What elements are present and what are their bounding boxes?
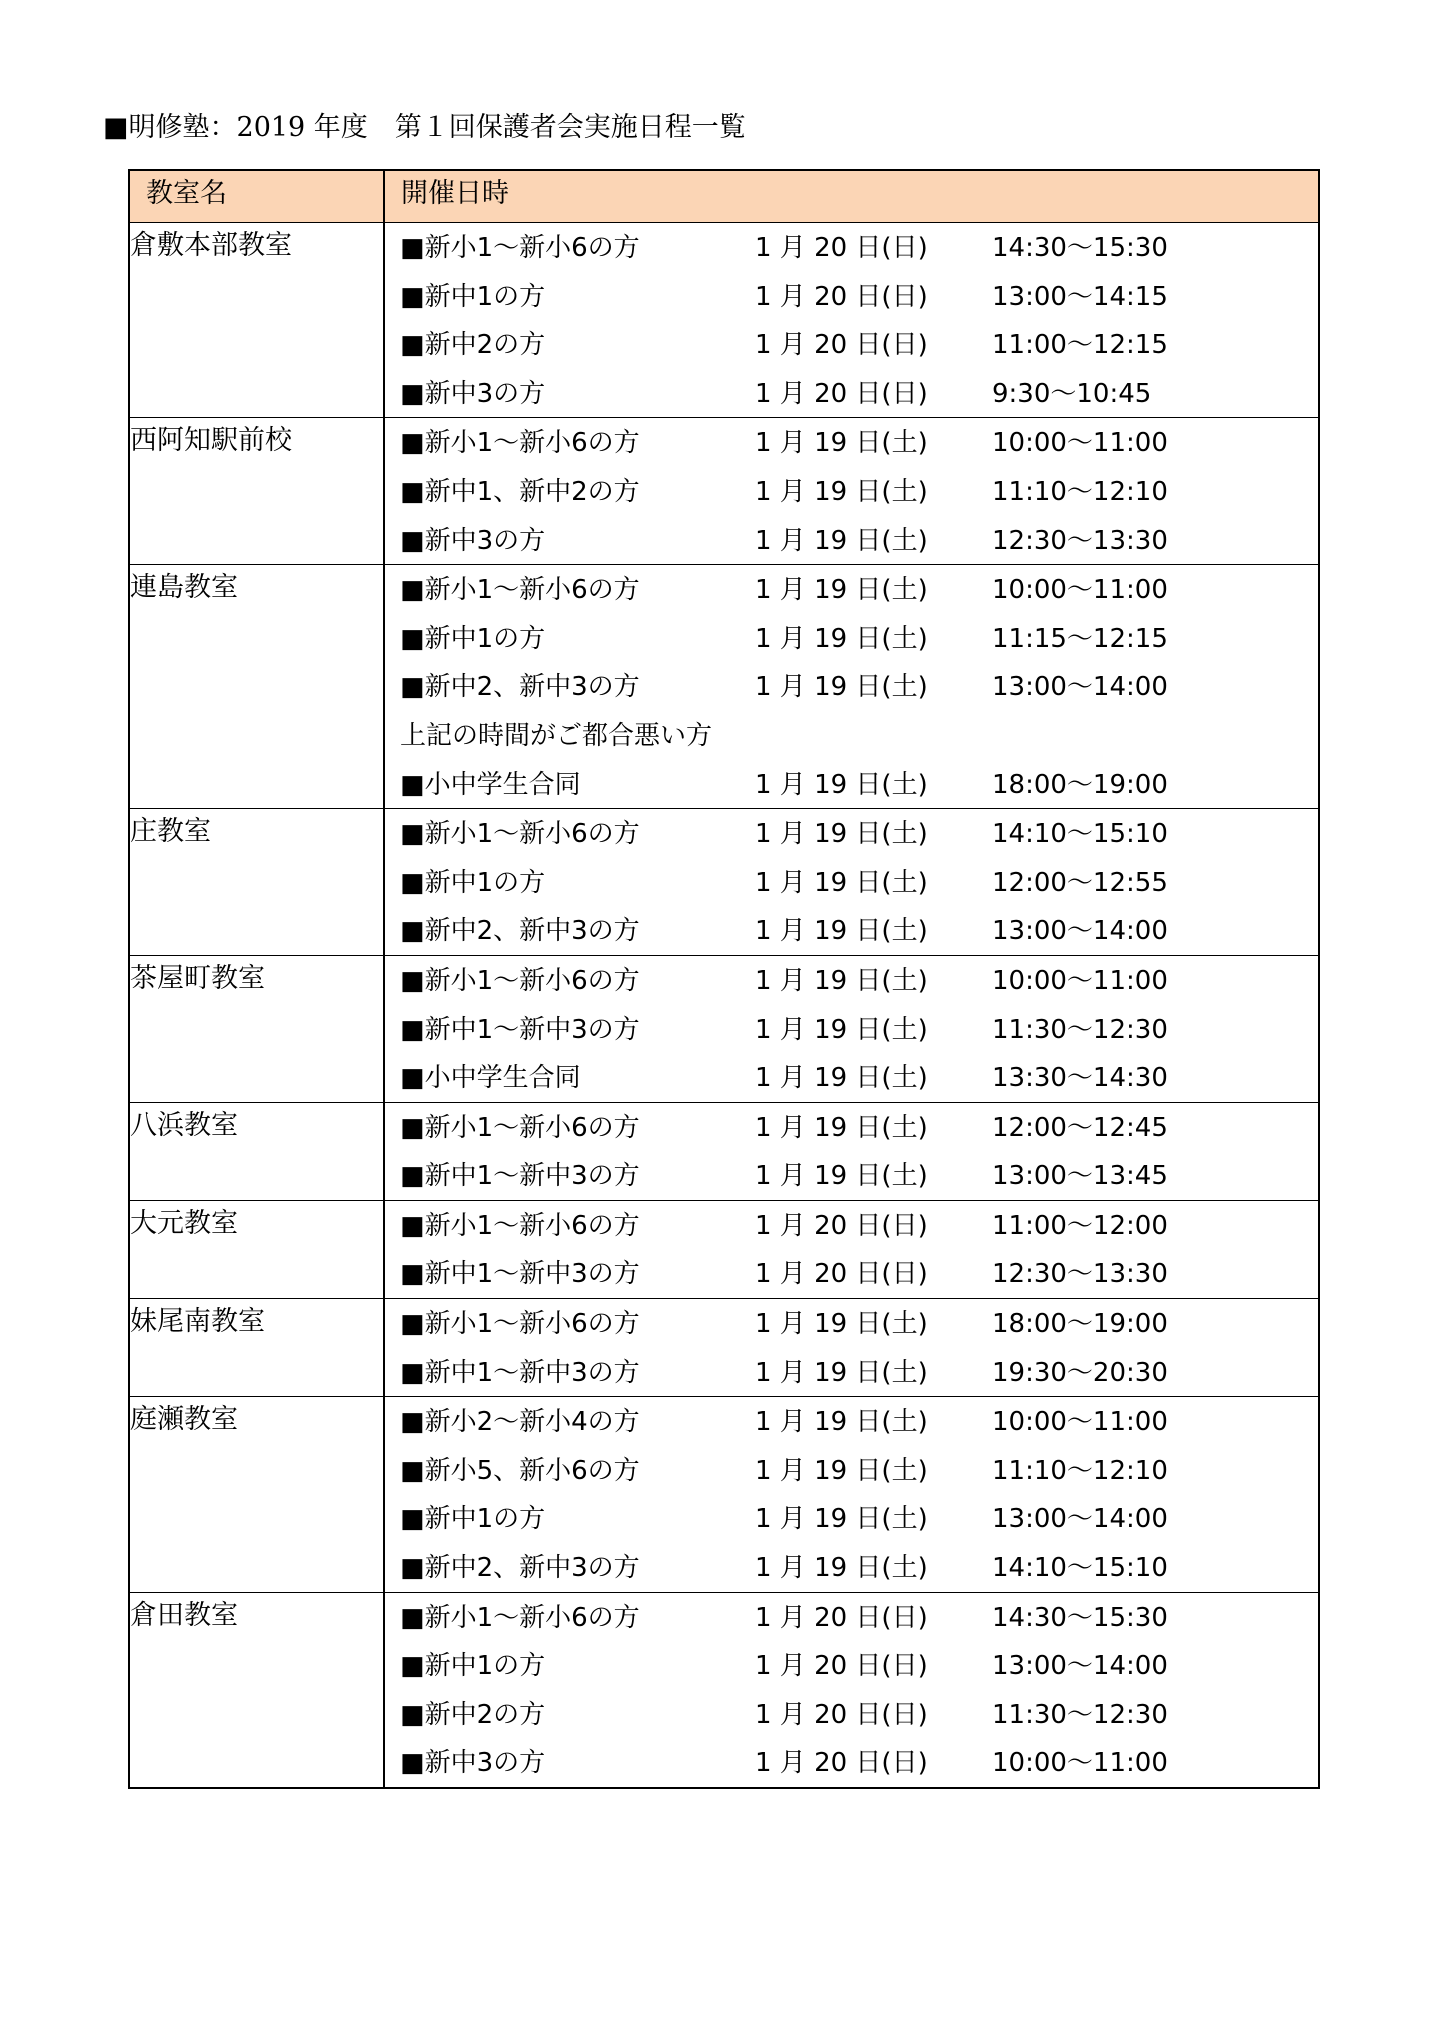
session-time: 9:30～10:45 [992, 378, 1152, 409]
schedule-line [385, 369, 1318, 418]
session-time: 10:00～11:00 [992, 965, 1168, 996]
schedule-line [385, 272, 1318, 321]
schedule-line [385, 760, 1318, 809]
schedule-line [385, 1299, 1318, 1348]
schedule-cell [384, 955, 1319, 1102]
grade-label: ■新中1～新中3の方 [400, 1014, 640, 1045]
schedule-cell [384, 809, 1319, 956]
schedule-line [385, 418, 1318, 467]
session-date: 1 月 20 日(日) [755, 1259, 928, 1290]
schedule-line [385, 1348, 1318, 1397]
session-date: 1 月 20 日(日) [755, 281, 928, 312]
schedule-line [385, 614, 1318, 663]
schedule-cell [384, 418, 1319, 565]
session-time: 12:00～12:55 [992, 867, 1168, 898]
session-date: 1 月 19 日(土) [755, 1014, 928, 1045]
room-name: 茶屋町教室 [129, 955, 384, 1102]
schedule-line [385, 1103, 1318, 1152]
grade-label: ■新小1～新小6の方 [400, 575, 640, 606]
table-row [129, 809, 1319, 956]
room-name: 連島教室 [129, 565, 384, 809]
session-date: 1 月 20 日(日) [755, 233, 928, 263]
schedule-line [385, 906, 1318, 955]
session-date: 1 月 19 日(土) [755, 623, 928, 654]
schedule-line [385, 1151, 1318, 1200]
session-date: 1 月 19 日(土) [755, 867, 928, 898]
schedule-cell [384, 1592, 1319, 1788]
room-name: 妹尾南教室 [129, 1299, 384, 1397]
table-row [129, 418, 1319, 565]
session-date: 1 月 19 日(土) [755, 1455, 928, 1486]
session-time: 13:00～14:00 [992, 672, 1168, 703]
session-date: 1 月 20 日(日) [755, 1699, 928, 1730]
session-time: 13:30～14:30 [992, 1063, 1168, 1094]
grade-label: ■新小1～新小6の方 [400, 1210, 640, 1241]
room-name: 西阿知駅前校 [129, 418, 384, 565]
schedule-table [128, 169, 1320, 1789]
schedule-line [385, 1690, 1318, 1739]
table-row [129, 1200, 1319, 1298]
session-time: 14:10～15:10 [992, 819, 1168, 850]
session-date: 1 月 19 日(土) [755, 916, 928, 947]
session-time: 13:00～14:00 [992, 916, 1168, 947]
grade-label: ■新中3の方 [400, 378, 546, 409]
schedule-line [385, 1641, 1318, 1690]
session-time: 13:00～14:00 [992, 1504, 1168, 1535]
session-date: 1 月 19 日(土) [755, 1161, 928, 1192]
table-row [129, 565, 1319, 809]
header-room: 教室名 [129, 170, 384, 223]
schedule-line [385, 320, 1318, 369]
schedule-line [385, 711, 1318, 760]
grade-label: ■小中学生合同 [400, 1063, 581, 1094]
grade-label: ■小中学生合同 [400, 769, 581, 800]
schedule-cell [384, 1102, 1319, 1200]
session-date: 1 月 20 日(日) [755, 330, 928, 361]
schedule-line [385, 1201, 1318, 1250]
session-time: 18:00～19:00 [992, 769, 1168, 800]
session-time: 14:30～15:30 [992, 1602, 1168, 1633]
session-date: 1 月 19 日(土) [755, 1407, 928, 1438]
grade-label: ■新中1の方 [400, 1651, 546, 1682]
table-row [129, 1299, 1319, 1397]
room-name: 八浜教室 [129, 1102, 384, 1200]
table-row [129, 955, 1319, 1102]
schedule-line [385, 662, 1318, 711]
session-time: 11:30～12:30 [992, 1014, 1168, 1045]
session-time: 13:00～14:15 [992, 281, 1168, 312]
session-date: 1 月 19 日(土) [755, 1112, 928, 1143]
session-date: 1 月 20 日(日) [755, 1602, 928, 1633]
grade-label: ■新小1～新小6の方 [400, 1112, 640, 1143]
room-name: 倉敷本部教室 [129, 223, 384, 418]
grade-label: ■新中1の方 [400, 623, 546, 654]
table-row [129, 1592, 1319, 1788]
session-time: 11:15～12:15 [992, 623, 1168, 654]
grade-label: ■新中1～新中3の方 [400, 1161, 640, 1192]
session-date: 1 月 19 日(土) [755, 1504, 928, 1535]
grade-label: ■新小1～新小6の方 [400, 1309, 640, 1340]
grade-label: ■新中1～新中3の方 [400, 1357, 640, 1388]
grade-label: ■新中3の方 [400, 1748, 546, 1779]
session-time: 10:00～11:00 [992, 428, 1168, 459]
session-time: 14:10～15:10 [992, 1553, 1168, 1584]
grade-label: ■新中2、新中3の方 [400, 672, 640, 703]
session-date: 1 月 19 日(土) [755, 1063, 928, 1094]
grade-label: ■新中2、新中3の方 [400, 916, 640, 947]
table-row [129, 223, 1319, 418]
session-time: 12:00～12:45 [992, 1112, 1168, 1143]
session-time: 11:10～12:10 [992, 1455, 1168, 1486]
schedule-line [385, 467, 1318, 516]
session-date: 1 月 19 日(土) [755, 525, 928, 556]
session-time: 10:00～11:00 [992, 1748, 1168, 1779]
room-name: 庭瀬教室 [129, 1397, 384, 1592]
session-time: 12:30～13:30 [992, 525, 1168, 556]
grade-label: ■新小1～新小6の方 [400, 1602, 640, 1633]
grade-label: ■新中1の方 [400, 867, 546, 898]
session-time: 10:00～11:00 [992, 575, 1168, 606]
schedule-line [385, 858, 1318, 907]
grade-label: ■新小1～新小6の方 [400, 819, 640, 850]
session-date: 1 月 19 日(土) [755, 672, 928, 703]
grade-label: ■新小1～新小6の方 [400, 233, 640, 263]
schedule-line [385, 223, 1318, 272]
grade-label: ■新小1～新小6の方 [400, 428, 640, 459]
table-row [129, 1102, 1319, 1200]
schedule-cell [384, 1299, 1319, 1397]
schedule-line [385, 1543, 1318, 1592]
session-time: 18:00～19:00 [992, 1309, 1168, 1340]
grade-label: ■新中1、新中2の方 [400, 476, 640, 507]
session-date: 1 月 20 日(日) [755, 378, 928, 409]
session-date: 1 月 20 日(日) [755, 1210, 928, 1241]
session-date: 1 月 19 日(土) [755, 1309, 928, 1340]
schedule-line [385, 1397, 1318, 1446]
grade-label: ■新小2～新小4の方 [400, 1407, 640, 1438]
session-date: 1 月 19 日(土) [755, 1553, 928, 1584]
session-time: 19:30～20:30 [992, 1357, 1168, 1388]
session-time: 11:00～12:00 [992, 1210, 1168, 1241]
schedule-line [385, 1494, 1318, 1543]
page-title: ■明修塾：2019 年度 第１回保護者会実施日程一覧 [103, 112, 746, 143]
session-time: 13:00～13:45 [992, 1161, 1168, 1192]
header-row [129, 170, 1319, 223]
grade-label: ■新中2、新中3の方 [400, 1553, 640, 1584]
schedule-line [385, 1053, 1318, 1102]
session-time: 12:30～13:30 [992, 1259, 1168, 1290]
table-row [129, 1397, 1319, 1592]
schedule-line [385, 1446, 1318, 1495]
session-date: 1 月 20 日(日) [755, 1651, 928, 1682]
grade-label: ■新中3の方 [400, 525, 546, 556]
schedule-line [385, 1005, 1318, 1054]
session-time: 11:30～12:30 [992, 1699, 1168, 1730]
schedule-line [385, 565, 1318, 614]
session-time: 14:30～15:30 [992, 233, 1168, 263]
schedule-cell [384, 565, 1319, 809]
header-schedule: 開催日時 [384, 170, 1319, 223]
schedule-cell [384, 1200, 1319, 1298]
session-date: 1 月 19 日(土) [755, 965, 928, 996]
session-time: 11:00～12:15 [992, 330, 1168, 361]
schedule-cell [384, 223, 1319, 418]
session-date: 1 月 19 日(土) [755, 575, 928, 606]
schedule-line [385, 516, 1318, 565]
grade-label: ■新中2の方 [400, 1699, 546, 1730]
grade-label: ■新小1～新小6の方 [400, 965, 640, 996]
schedule-line [385, 1593, 1318, 1642]
schedule-cell [384, 1397, 1319, 1592]
session-date: 1 月 19 日(土) [755, 428, 928, 459]
room-name: 大元教室 [129, 1200, 384, 1298]
room-name: 庄教室 [129, 809, 384, 956]
schedule-line [385, 956, 1318, 1005]
room-name: 倉田教室 [129, 1592, 384, 1788]
session-date: 1 月 19 日(土) [755, 1357, 928, 1388]
grade-label: ■新中1の方 [400, 281, 546, 312]
session-time: 13:00～14:00 [992, 1651, 1168, 1682]
session-date: 1 月 19 日(土) [755, 769, 928, 800]
grade-label: ■新中1～新中3の方 [400, 1259, 640, 1290]
session-date: 1 月 19 日(土) [755, 819, 928, 850]
schedule-line [385, 1249, 1318, 1298]
schedule-body [129, 223, 1319, 1789]
grade-label: ■新中2の方 [400, 330, 546, 361]
grade-label: ■新小5、新小6の方 [400, 1455, 640, 1486]
schedule-line [385, 809, 1318, 858]
grade-label: ■新中1の方 [400, 1504, 546, 1535]
schedule-line [385, 1738, 1318, 1787]
session-time: 11:10～12:10 [992, 476, 1168, 507]
schedule-note: 上記の時間がご都合悪い方 [400, 720, 713, 751]
session-date: 1 月 19 日(土) [755, 476, 928, 507]
session-time: 10:00～11:00 [992, 1407, 1168, 1438]
session-date: 1 月 20 日(日) [755, 1748, 928, 1779]
